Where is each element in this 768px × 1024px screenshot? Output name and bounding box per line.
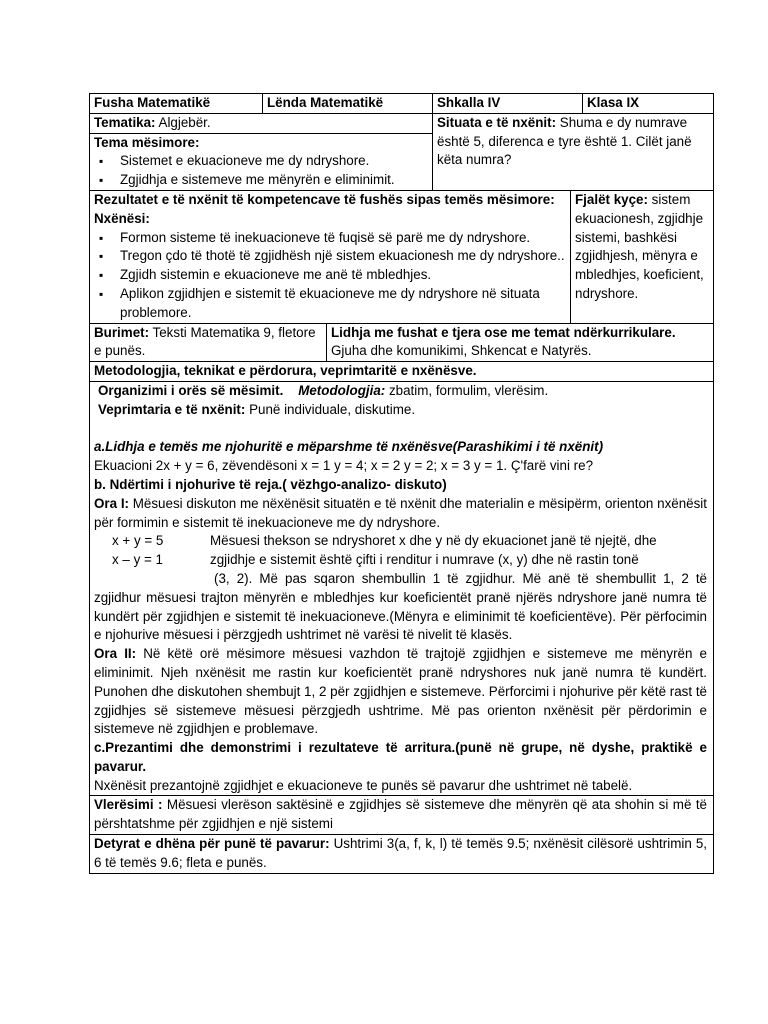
lidhja-cell: Lidhja me fushat e tjera ose me temat ndërkurrikulare. Gjuha dhe komunikimi, Shkencat e Natyrës.: [331, 324, 676, 359]
a-heading: a.Lidhja e temës me njohuritë e mëparshme të nxënësve(Parashikimi i të nxënit): [94, 439, 604, 455]
list-item: ▪ Formon sisteme të inekuacioneve të fuqisë së parë me dy ndryshore.: [94, 229, 566, 248]
fusha-cell: Fusha Matematikë: [90, 94, 263, 113]
list-item: ▪ Zgjidhja e sistemeve me mënyrën e eliminimit.: [94, 171, 428, 190]
lesson-plan-table: [89, 93, 714, 874]
ora1-continuation: (3, 2). Më pas sqaron shembullin 1 të zgjidhur. Më anë të shembullit 1, 2 të zgjidhur mësuesi trajton mënyrën e mbledhjes kur koeficientët pranë njërës ndryshore janë numra të kundërt për zgjidhjen e sistemit të inekuacioneve.(Mënyra e eliminimit të koeficientëve). Për përfocimin e njohurive mësuesi i përzgjedh ushtrimet në varësi të nivelit të klasës.: [94, 570, 707, 643]
detyrat-cell: Detyrat e dhëna për punë të pavarur: Ushtrimi 3(a, f, k, l) të temës 9.5; nxënësit cilësorë ushtrimin 5, 6 të temës 9.6; fleta e punës.: [94, 836, 707, 870]
list-item: ▪ Zgjidh sistemin e ekuacioneve me anë të mbledhjes.: [94, 266, 566, 285]
organizimi-line: Organizimi i orës së mësimit. Metodologjia: zbatim, formulim, vlerësim.: [98, 382, 549, 398]
detyrat-row: [90, 835, 713, 873]
tematika-cell: Tematika: Algjebër.: [90, 114, 432, 134]
tematika-row: [90, 114, 713, 191]
header-row: [90, 94, 713, 114]
vleresimi-cell: Vlerësimi : Mësuesi vlerëson saktësinë e zgjidhjes së sistemeve dhe mënyrën që ata shohin si më të përshtatshme për zgjidhjen e një sistemi: [94, 797, 708, 832]
klasa-cell: Klasa IX: [587, 95, 640, 110]
burimet-cell: Burimet: Teksti Matematika 9, fletore e punës.: [90, 324, 327, 362]
metodologjia-header: Metodologjia, teknikat e përdorura, veprimtaritë e nxënësve.: [94, 363, 477, 379]
body-cell: [90, 382, 711, 796]
fjalet-cell: Fjalët kyçe: sistem ekuacionesh, zgjidhje sistemi, bashkësi zgjidhjesh, mënyra e mbledhjes, koeficient, ndryshore.: [575, 191, 704, 301]
lenda-cell: Lënda Matematikë: [263, 94, 433, 113]
body-row: [90, 382, 713, 797]
ora2-paragraph: Ora II: Në këtë orë mësimore mësuesi vazhdon të trajtojë zgjidhjen e sistemeve me mënyrën e eliminimit. Njeh nxënësit me rastin kur koeficientët pranë ndryshores nuk janë numra të kundërt. Punohen dhe diskutohen shembujt 1, 2 për zgjidhjen e sistemeve. Përforcimi i njohurive për këtë rast të zgjidhjes së sistemeve mësuesi përzgjedh ushtrime. Më pas orienton nxënësit për përdorimin e sistemeve në zgjidhjen e problemave.: [94, 646, 707, 737]
list-item: ▪ Tregon çdo të thotë të zgjidhësh një sistem ekuacionesh me dy ndryshore..: [94, 247, 566, 266]
list-item: ▪ Sistemet e ekuacioneve me dy ndryshore.: [94, 152, 428, 171]
tema-list: [94, 152, 428, 190]
c-heading: c.Prezantimi dhe demonstrimi i rezultateve të arritura.(punë në grupe, në dyshe, praktikë e pavarur.: [94, 740, 707, 774]
list-item: ▪ Aplikon zgjidhjen e sistemit të ekuacioneve me dy ndryshore në situata problemore.: [94, 285, 566, 323]
rezultatet-row: [90, 191, 713, 324]
ora1-paragraph: Ora I: Mësuesi diskuton me nëxënësit situatën e të nxënit dhe materialin e mësipërm, orienton nxënësit për formimin e sistemit të inekuacioneve me dy ndryshore.: [94, 495, 707, 530]
rezultatet-list: [94, 229, 566, 323]
metodologjia-row: [90, 362, 713, 382]
c-text: Nxënësit prezantojnë zgjidhjet e ekuacioneve te punës së pavarur dhe ushtrimet në tabelë.: [94, 777, 633, 793]
tema-cell: Tema mësimore: ▪ Sistemet e ekuacioneve me dy ndryshore. ▪ Zgjidhja e sistemeve me mënyrën e eliminimit.: [90, 134, 432, 190]
tematika-left: [90, 114, 433, 190]
shkalla-cell: Shkalla IV: [433, 94, 583, 113]
vleresimi-row: [90, 796, 713, 835]
equation-1: x + y = 5 Mësuesi thekson se ndryshoret x dhe y në dy ekuacionet janë të njejtë, dhe: [112, 533, 657, 549]
rezultatet-cell: Rezultatet e të nxënit të kompetencave të fushës sipas temës mësimore: Nxënësi: ▪ Formon sisteme të inekuacioneve të fuqisë së parë me dy ndryshore. ▪ Tregon çdo të thotë të zgjidhësh një sistem ekuacionesh me dy ndryshore.. ▪ Zgjidh sistemin e ekuacioneve me anë të mbledhjes. ▪ Aplikon zgjidhjen e sistemit të ekuacioneve me dy ndryshore në situata problemore.: [90, 191, 571, 323]
b-heading: b. Ndërtimi i njohurive të reja.( vëzhgo-analizo- diskuto): [94, 476, 447, 492]
equation-2: x – y = 1 zgjidhje e sistemit është çifti i renditur i numrave (x, y) dhe në rastin tonë: [112, 552, 639, 568]
situata-cell: Situata e të nxënit: Shuma e dy numrave është 5, diferenca e tyre është 1. Cilët janë këta numra?: [437, 114, 692, 168]
a-text: Ekuacioni 2x + y = 6, zëvendësoni x = 1 y = 4; x = 2 y = 2; x = 3 y = 1. Ç'farë vini re?: [94, 458, 594, 474]
burimet-row: [90, 324, 713, 363]
veprimtaria-line: Veprimtaria e të nxënit: Punë individuale, diskutime.: [98, 401, 416, 417]
